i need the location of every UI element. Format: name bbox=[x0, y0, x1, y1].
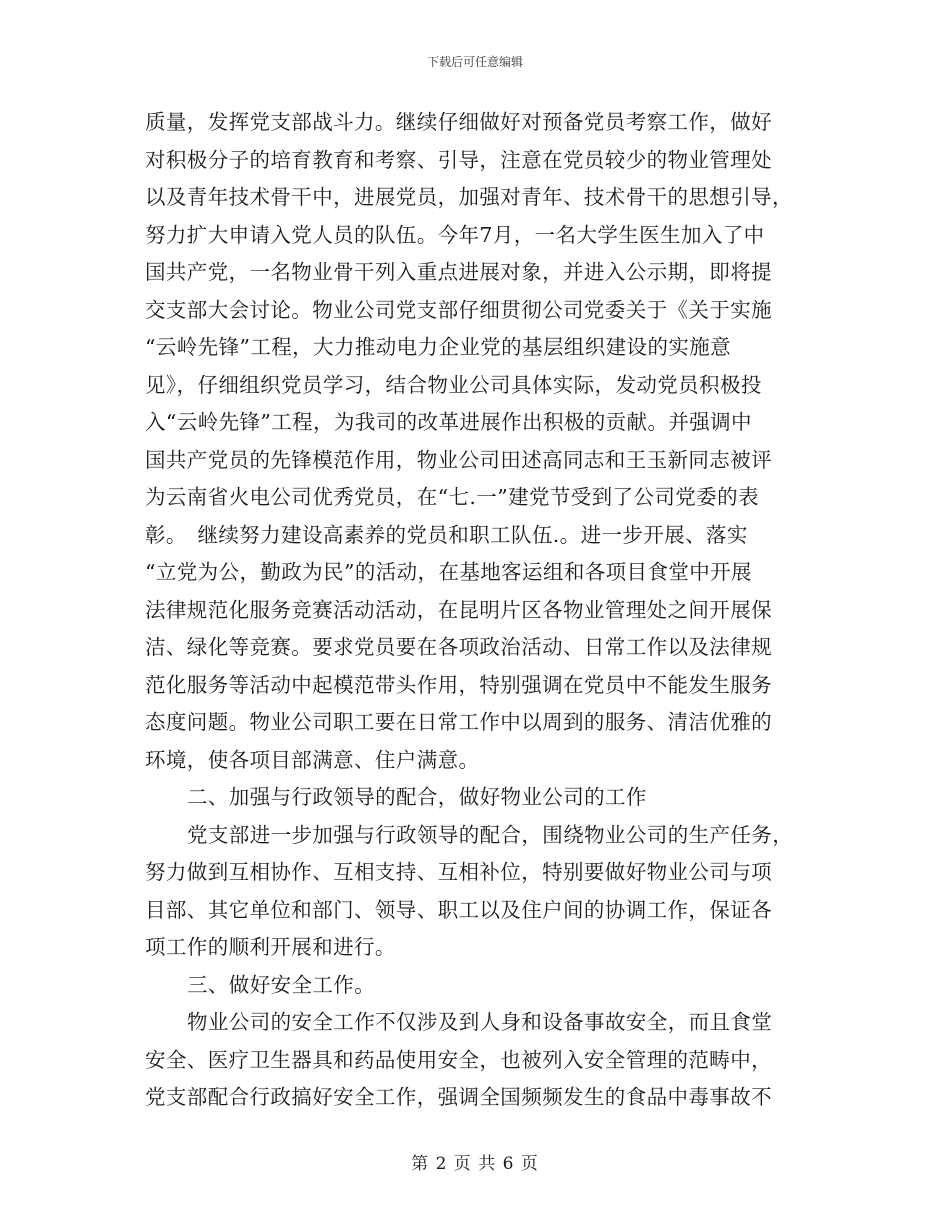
document-body bbox=[145, 104, 805, 1117]
body-line: 项工作的顺利开展和进行。 bbox=[145, 935, 396, 959]
body-line: 党支部配合行政搞好安全工作，强调全国频频发生的食品中毒事故不 bbox=[145, 1085, 772, 1109]
body-line: 彰。 继续努力建设高素养的党员和职工队伍.。进一步开展、落实 bbox=[145, 522, 748, 547]
body-line: “云岭先锋”工程，大力推动电力企业党的基层组织建设的实施意 bbox=[145, 335, 732, 359]
body-line: 国共产党，一名物业骨干列入重点进展对象，并进入公示期，即将提 bbox=[145, 260, 772, 284]
body-line: 以及青年技术骨干中，进展党员，加强对青年、技术骨干的思想引导， bbox=[145, 185, 793, 209]
body-line: 法律规范化服务竞赛活动活动，在昆明片区各物业管理处之间开展保 bbox=[145, 597, 772, 622]
section-heading-3: 三、做好安全工作。 bbox=[187, 972, 376, 997]
body-line: “立党为公，勤政为民”的活动，在基地客运组和各项目食堂中开展 bbox=[145, 560, 752, 584]
body-line: 对积极分子的培育教育和考察、引导，注意在党员较少的物业管理处 bbox=[145, 147, 772, 172]
body-line: 态度问题。物业公司职工要在日常工作中以周到的服务、清洁优雅的 bbox=[145, 710, 772, 734]
page-number: 第 2 页 共 6 页 bbox=[411, 1154, 539, 1174]
body-line: 国共产党员的先锋模范作用，物业公司田述高同志和王玉新同志被评 bbox=[145, 447, 772, 472]
body-line: 物业公司的安全工作不仅涉及到人身和设备事故安全，而且食堂 bbox=[187, 1010, 773, 1034]
body-line: 交支部大会讨论。物业公司党支部仔细贯彻公司党委关于《关于实施 bbox=[145, 297, 772, 322]
body-line: 党支部进一步加强与行政领导的配合，围绕物业公司的生产任务， bbox=[187, 822, 794, 847]
body-line: 洁、绿化等竞赛。要求党员要在各项政治活动、日常工作以及法律规 bbox=[145, 635, 772, 659]
body-line: 为云南省火电公司优秀党员，在“七.一”建党节受到了公司党委的表 bbox=[145, 485, 759, 509]
body-line: 入“云岭先锋”工程，为我司的改革进展作出积极的贡献。并强调中 bbox=[145, 410, 752, 434]
body-line: 质量，发挥党支部战斗力。继续仔细做好对预备党员考察工作，做好 bbox=[145, 110, 772, 134]
body-line: 见》，仔细组织党员学习，结合物业公司具体实际，发动党员积极投 bbox=[145, 372, 762, 397]
body-line: 努力扩大申请入党人员的队伍。今年7月，一名大学生医生加入了中 bbox=[145, 222, 765, 247]
body-line: 努力做到互相协作、互相支持、互相补位，特别要做好物业公司与项 bbox=[145, 860, 772, 884]
page-header-note: 下载后可任意编辑 bbox=[426, 55, 523, 69]
body-line: 环境，使各项目部满意、住户满意。 bbox=[145, 747, 480, 772]
body-line: 范化服务等活动中起模范带头作用，特别强调在党员中不能发生服务 bbox=[145, 672, 772, 697]
body-line: 目部、其它单位和部门、领导、职工以及住户间的协调工作，保证各 bbox=[145, 897, 772, 922]
body-line: 安全、医疗卫生器具和药品使用安全，也被列入安全管理的范畴中， bbox=[145, 1047, 772, 1072]
section-heading-2: 二、加强与行政领导的配合，做好物业公司的工作 bbox=[187, 785, 647, 809]
